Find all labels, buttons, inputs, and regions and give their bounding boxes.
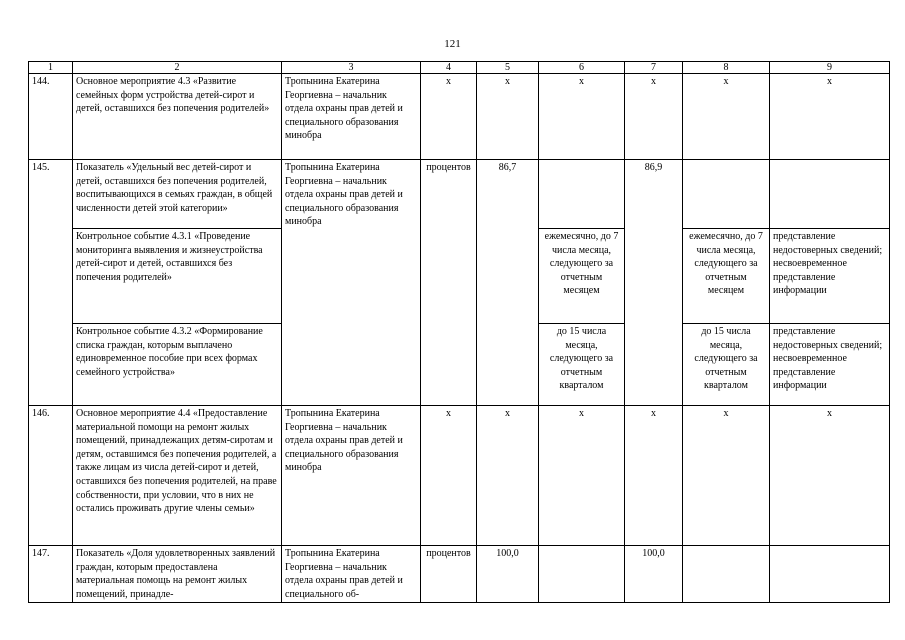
responsible-person: Тропынина Екатерина Георгиевна – начальник отдела охраны прав детей и специального образования минобра — [282, 160, 421, 406]
base-value-cell: 86,7 — [477, 160, 539, 406]
deadline-cell: ежемесячно, до 7 числа месяца, следующего за отчетным месяцем — [539, 229, 625, 324]
measure-name: Основное мероприятие 4.4 «Предоставление материальной помощи на ремонт жилых помещений, принадлежащих детям-сиротам и детям, оставшимся без попечения родителей, а также лицам из числа детей-сирот и детей, оставшихся без попечения родителей, на праве собственности, при условии, что в них не остались проживать другие члены семьи» — [73, 406, 282, 546]
target-value-cell: 86,9 — [625, 160, 683, 406]
header-col-5: 5 — [477, 62, 539, 74]
empty-cell — [539, 546, 625, 603]
empty-cell — [770, 546, 890, 603]
deadline-cell-2: ежемесячно, до 7 числа месяца, следующего за отчетным месяцем — [683, 229, 770, 324]
header-col-9: 9 — [770, 62, 890, 74]
target-value-cell: х — [625, 406, 683, 546]
header-col-3: 3 — [282, 62, 421, 74]
row-number: 145. — [29, 160, 73, 406]
header-col-7: 7 — [625, 62, 683, 74]
indicator-name: Показатель «Доля удовлетворенных заявлений граждан, которым предоставлена материальная помощь на ремонт жилых помещений, принадле- — [73, 546, 282, 603]
deadline-cell-2: х — [683, 74, 770, 160]
risk-cell: х — [770, 74, 890, 160]
deadline-cell: х — [539, 74, 625, 160]
header-col-8: 8 — [683, 62, 770, 74]
empty-cell — [539, 160, 625, 229]
header-col-1: 1 — [29, 62, 73, 74]
unit-cell: процентов — [421, 546, 477, 603]
empty-cell — [683, 546, 770, 603]
base-value-cell: 100,0 — [477, 546, 539, 603]
row-number: 147. — [29, 546, 73, 603]
header-col-2: 2 — [73, 62, 282, 74]
base-value-cell: х — [477, 74, 539, 160]
control-event-name: Контрольное событие 4.3.2 «Формирование списка граждан, которым выплачено единовременное пособие при всех формах семейного устройства» — [73, 324, 282, 406]
table-row — [29, 406, 890, 546]
deadline-cell: до 15 числа месяца, следующего за отчетным кварталом — [539, 324, 625, 406]
page-number: 121 — [444, 38, 461, 50]
responsible-person: Тропынина Екатерина Георгиевна – начальник отдела охраны прав детей и специального образования минобра — [282, 406, 421, 546]
base-value-cell: х — [477, 406, 539, 546]
row-number: 144. — [29, 74, 73, 160]
program-table — [28, 61, 890, 603]
risk-cell: представление недостоверных сведений; несвоевременное представление информации — [770, 229, 890, 324]
responsible-person: Тропынина Екатерина Георгиевна – начальник отдела охраны прав детей и специального об- — [282, 546, 421, 603]
unit-cell: х — [421, 406, 477, 546]
table-row — [29, 160, 890, 229]
unit-cell: х — [421, 74, 477, 160]
empty-cell — [683, 160, 770, 229]
deadline-cell: х — [539, 406, 625, 546]
deadline-cell-2: х — [683, 406, 770, 546]
responsible-person: Тропынина Екатерина Георгиевна – начальник отдела охраны прав детей и специального образования минобра — [282, 74, 421, 160]
row-number: 146. — [29, 406, 73, 546]
control-event-name: Контрольное событие 4.3.1 «Проведение мониторинга выявления и жизнеустройства детей-сирот и детей, оставшихся без попечения родителей» — [73, 229, 282, 324]
target-value-cell: 100,0 — [625, 546, 683, 603]
indicator-name: Показатель «Удельный вес детей-сирот и детей, оставшихся без попечения родителей, воспитывающихся в семьях граждан, в общей численности детей этой категории» — [73, 160, 282, 229]
header-row — [29, 62, 890, 74]
header-col-4: 4 — [421, 62, 477, 74]
empty-cell — [770, 160, 890, 229]
header-col-6: 6 — [539, 62, 625, 74]
table-row — [29, 546, 890, 603]
measure-name: Основное мероприятие 4.3 «Развитие семейных форм устройства детей-сирот и детей, оставшихся без попечения родителей» — [73, 74, 282, 160]
unit-cell: процентов — [421, 160, 477, 406]
deadline-cell-2: до 15 числа месяца, следующего за отчетным кварталом — [683, 324, 770, 406]
risk-cell: представление недостоверных сведений; несвоевременное представление информации — [770, 324, 890, 406]
risk-cell: х — [770, 406, 890, 546]
target-value-cell: х — [625, 74, 683, 160]
table-row — [29, 74, 890, 160]
